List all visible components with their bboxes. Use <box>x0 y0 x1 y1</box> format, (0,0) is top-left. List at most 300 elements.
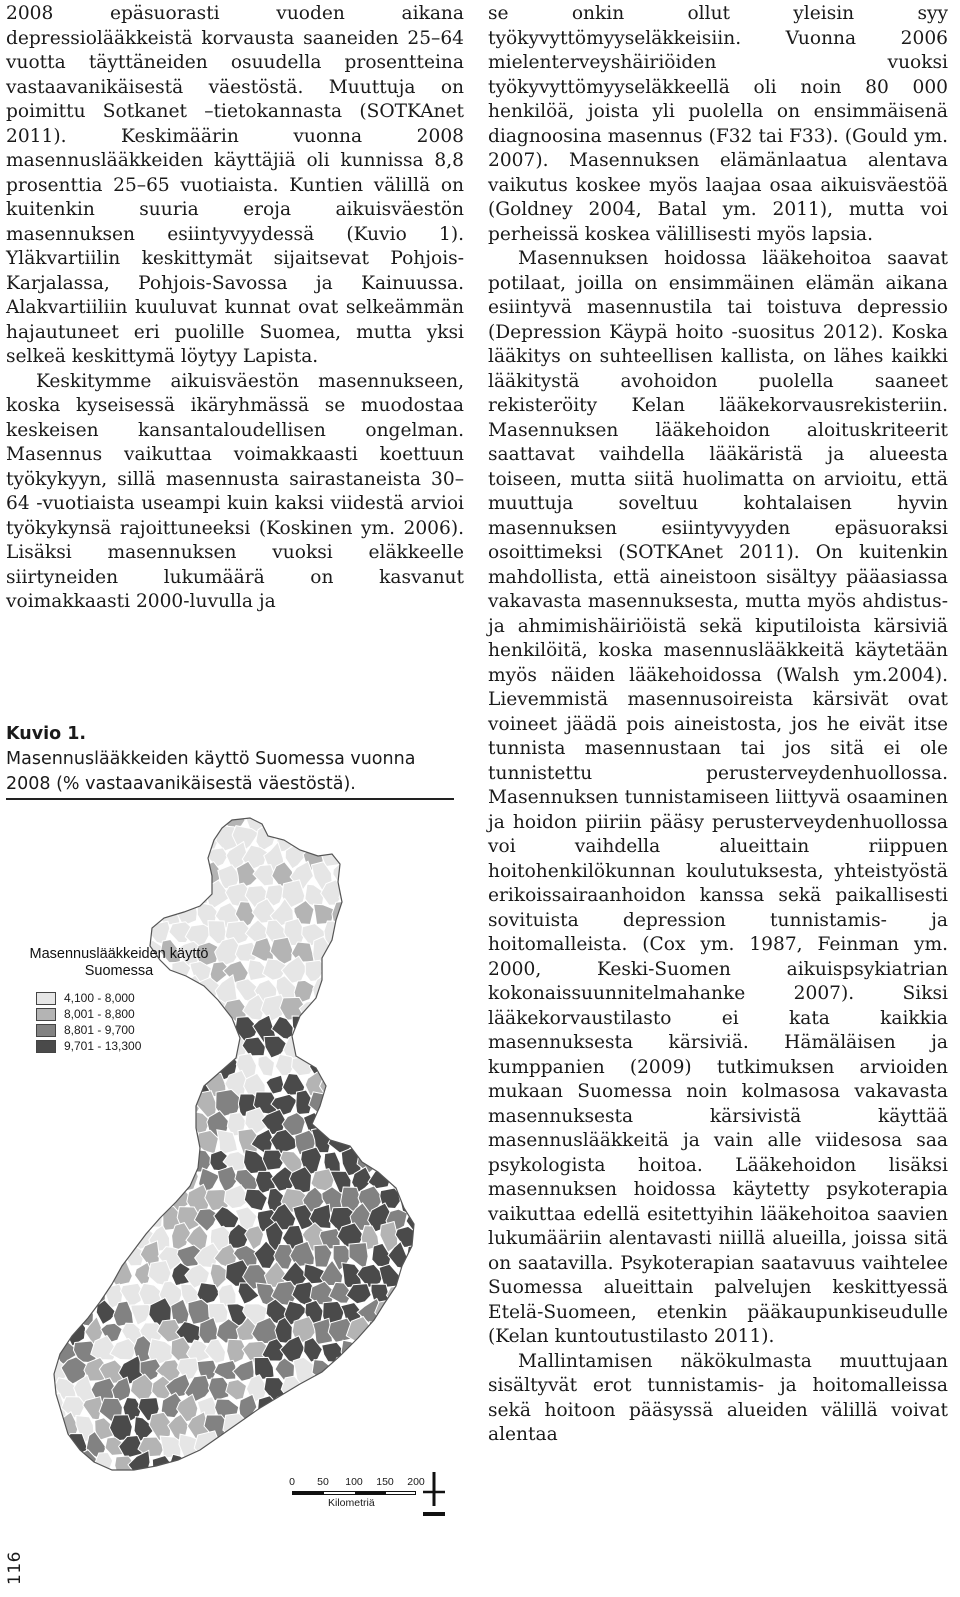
municipality-region <box>263 1414 286 1439</box>
municipality-region <box>366 823 391 851</box>
legend-label: 9,701 - 13,300 <box>64 1039 142 1053</box>
municipality-region <box>24 1470 46 1497</box>
municipality-region <box>399 1340 423 1362</box>
municipality-region <box>384 1436 411 1459</box>
municipality-region <box>416 810 436 830</box>
municipality-region <box>427 1398 447 1423</box>
municipality-region <box>47 1208 66 1232</box>
municipality-region <box>369 1322 390 1344</box>
legend-swatch <box>36 1008 56 1021</box>
municipality-region <box>414 959 439 981</box>
municipality-region <box>409 902 426 924</box>
scale-tick: 100 <box>345 1476 363 1488</box>
municipality-region <box>83 827 102 849</box>
municipality-region <box>435 1188 459 1214</box>
municipality-region <box>362 1033 381 1058</box>
scale-unit: Kilometriä <box>328 1497 375 1509</box>
municipality-region <box>446 940 468 962</box>
municipality-region <box>237 1472 256 1495</box>
municipality-region <box>417 1416 442 1440</box>
municipality-region <box>17 1341 42 1361</box>
municipality-region <box>320 810 345 831</box>
municipality-region <box>159 865 181 889</box>
municipality-region <box>84 862 103 891</box>
page-number <box>0 1540 30 1596</box>
municipality-region <box>376 882 403 904</box>
municipality-region <box>122 827 142 848</box>
municipality-region <box>434 1108 458 1135</box>
municipality-region <box>209 1450 231 1480</box>
municipality-region <box>396 1036 416 1058</box>
municipality-region <box>121 1131 145 1152</box>
legend-label: 4,100 - 8,000 <box>64 991 135 1005</box>
municipality-region <box>461 828 470 848</box>
municipality-region <box>456 1453 470 1479</box>
municipality-region <box>140 825 160 847</box>
municipality-region <box>416 1151 439 1171</box>
municipality-region <box>318 1034 342 1062</box>
body-paragraph: 2008 epäsuorasti vuoden aikana depressiolääkkeistä korvausta saaneiden 25–64 vuotta täyttäneiden osuudella prosentteina vastaavanikäisestä väestöstä. Muuttuja on poimittu Sotkanet –tietokannasta (SOTKAnet 2011). Keskimäärin vuonna 2008 masennuslääkkeiden käyttäjiä oli kunnissa 8,8 prosenttia 25–65 vuotiaista. Kuntien välillä on kuitenkin suuria eroja aikuisväestön masennuksen esiintyvyydessä (Kuvio 1). Yläkvartiilin keskittymät sijaitsevat Pohjois-Karjalassa, Pohjois-Savossa ja Kainuussa. Alakvartiiliin kuuluvat kunnat ovat selkeämmän hajautuneet eri puolille Suomea, mutta yksi selkeä keskittymä löytyy Lapista. <box>6 3 464 367</box>
municipality-region <box>58 842 79 870</box>
body-paragraph: Mallintamisen näkökulmasta muuttujaan sisältyvät erot tunnistamis- ja hoitomalleissa sekä hoitoon pääsyssä alueiden välillä voivat alentaa <box>488 1350 948 1445</box>
municipality-region <box>388 1132 408 1153</box>
municipality-region <box>239 1432 258 1456</box>
municipality-region <box>76 1186 98 1212</box>
municipality-region <box>446 1284 467 1309</box>
municipality-region <box>159 1470 184 1498</box>
municipality-region <box>407 1053 431 1076</box>
municipality-region <box>54 1223 76 1247</box>
municipality-region <box>71 1110 94 1139</box>
municipality-region <box>166 810 194 828</box>
municipality-region <box>452 1416 470 1440</box>
municipality-region <box>427 1130 449 1157</box>
municipality-region <box>217 1433 241 1457</box>
municipality-region <box>418 847 435 868</box>
legend-swatch <box>36 1024 56 1037</box>
municipality-region <box>207 1033 230 1061</box>
body-paragraph: Masennuksen hoidossa lääkehoitoa saavat potilaat, joilla on ensimmäinen elämän aikana esiintyvä masennustila tai toistuva depressio (Depression Käypä hoito -suositus 2012). Koska lääkitys on suhteellisen kallista, on lähes kaikki lääkitystä avohoidon puolella saaneet rekisteröity Kelan lääkekorvausrekisteriin. Masennuksen lääkehoidon aloituskriteerit saattavat vaihdella lääkäristä ja alueesta toiseen, mutta siitä huolimatta on arvioitu, että muuttuja soveltuu kohtalaisen hyvin masennuksen esiintyvyyden epäsuoraksi osoittimeksi (SOTKAnet 2011). On kuitenkin mahdollista, että aineistoon sisältyy pääasiassa vakavasta masennuksesta, mutta myös ahdistus- ja ahmimishäiriöistä sekä kiputiloista kärsiviä henkilöitä, koska masennuslääkkeitä käytetään myös näiden lääkehoidossa (Walsh ym.2004). Lievemmistä masennusoireista kärsivät ovat voineet jäädä pois aineistosta, jos he eivät itse tunnista masennustaan tai jos sitä ei ole tunnistettu perusterveydenhuollossa. Masennuksen tunnistamiseen liittyvä osaaminen ja hoidon piiriin pääsy perusterveydenhuollossa voi vaihdella alueittain riippuen hoitohenkilökunnan koulutuksesta, yhteistyöstä erikoissairaanhoidon kanssa sekä paikallisesti sovituista depression tunnistamis- ja hoitomalleista. (Cox ym. 1987, Feinman ym. 2000, Keski-Suomen aikuispsykiatrian kokonaissuunnitelmahanke 2007). Siksi lääkekorvaustilasto ei kata kaikkia masennuksesta kärsiviä. Hämäläisen ja kumppanien (2009) tutkimuksen arvioiden mukaan Suomessa noin kolmasosa vakavasta masennuksesta kärsivistä käyttää masennuslääkkeitä ja vain alle viidesosa saa psykologista hoitoa. Lääkehoidon lisäksi masennuksen hoidossa käytetty psykoterapia vaikuttaa edellä esitettyihin lääkehoitoa saavien lukumääriin alentavasti niillä alueilla, joissa sitä on saatavilla. Psykoterapian saatavuus vaihtelee Suomessa alueittain palvelujen keskittyessä Etelä-Suomeen, etenkin pääkaupunkiseudulle (Kelan kuntoutustilasto 2011). <box>488 248 948 1347</box>
municipality-region <box>338 1108 361 1138</box>
municipality-region <box>52 919 78 946</box>
scale-tick: 150 <box>376 1476 394 1488</box>
municipality-region <box>394 843 419 870</box>
municipality-region <box>48 1282 66 1306</box>
municipality-region <box>398 1186 422 1214</box>
municipality-region <box>92 847 115 871</box>
municipality-region <box>438 810 457 831</box>
municipality-region <box>312 1013 333 1043</box>
municipality-region <box>423 977 451 1004</box>
municipality-region <box>43 1054 70 1080</box>
municipality-region <box>148 1075 172 1097</box>
municipality-region <box>244 1454 266 1478</box>
municipality-region <box>454 810 470 832</box>
municipality-region <box>372 1394 391 1423</box>
municipality-region <box>137 864 163 889</box>
municipality-region <box>359 884 378 908</box>
municipality-region <box>368 1133 393 1155</box>
municipality-region <box>25 1397 51 1417</box>
municipality-region <box>435 881 454 904</box>
municipality-region <box>129 1148 151 1174</box>
municipality-region <box>361 848 382 867</box>
municipality-region <box>347 1435 373 1456</box>
municipality-region <box>54 810 77 831</box>
municipality-region <box>369 976 393 1000</box>
municipality-region <box>321 1414 342 1437</box>
municipality-region <box>26 1133 50 1158</box>
municipality-region <box>56 1185 75 1210</box>
municipality-region <box>437 920 460 945</box>
municipality-region <box>309 1092 336 1115</box>
municipality-region <box>442 1171 469 1191</box>
municipality-region <box>456 1073 470 1097</box>
municipality-region <box>321 957 345 981</box>
municipality-region <box>465 1052 470 1079</box>
municipality-region <box>351 1094 373 1113</box>
municipality-region <box>100 1473 123 1495</box>
municipality-region <box>178 866 201 890</box>
municipality-region <box>443 1205 468 1233</box>
municipality-region <box>332 1434 352 1457</box>
municipality-region <box>254 1437 279 1460</box>
municipality-region <box>26 1283 50 1307</box>
municipality-region <box>16 1262 42 1286</box>
north-arrow-icon <box>422 1468 446 1558</box>
municipality-region <box>19 880 38 907</box>
municipality-region <box>445 1317 469 1344</box>
municipality-region <box>61 1095 89 1117</box>
municipality-region <box>302 1033 322 1059</box>
municipality-region <box>53 1450 76 1477</box>
municipality-region <box>128 842 156 871</box>
municipality-region <box>432 1303 455 1327</box>
municipality-region <box>264 810 288 833</box>
legend-item <box>36 1006 196 1022</box>
municipality-region <box>113 1148 131 1173</box>
body-paragraph: se onkin ollut yleisin syy työkyvyttömyyseläkkeisiin. Vuonna 2006 mielenterveyshäiriöiden vuoksi työkyvyttömyyseläkkeellä oli noin 80 000 henkilöä, joista yli puolella on ensimmäisenä diagnoosina masennus (F32 tai F33). (Gould ym. 2007). Masennuksen elämänlaatua alentava vaikutus koskee myös laajaa osaa aikuisväestöä (Goldney 2004, Batal ym. 2011), mutta voi perheissä koskea välillisesti myös lapsia. <box>488 3 948 245</box>
municipality-region <box>134 1071 151 1100</box>
scale-bar <box>289 1476 425 1516</box>
municipality-region <box>396 959 418 985</box>
municipality-region <box>47 1169 66 1194</box>
municipality-region <box>266 1075 284 1094</box>
municipality-region <box>384 1052 406 1078</box>
municipality-region <box>357 1071 381 1096</box>
municipality-region <box>81 1244 105 1267</box>
municipality-region <box>436 1262 457 1289</box>
municipality-region <box>64 826 90 850</box>
municipality-region <box>465 1207 470 1233</box>
municipality-region <box>453 1300 470 1326</box>
municipality-region <box>403 1166 431 1191</box>
municipality-region <box>299 810 322 831</box>
municipality-region <box>190 810 208 830</box>
municipality-region <box>435 1225 460 1251</box>
municipality-region <box>137 1170 162 1194</box>
municipality-region <box>349 902 370 925</box>
municipality-region <box>65 1167 90 1194</box>
municipality-region <box>415 918 435 944</box>
municipality-region <box>343 999 362 1021</box>
municipality-region <box>320 1112 341 1134</box>
municipality-region <box>147 1112 176 1135</box>
municipality-region <box>58 882 75 910</box>
municipality-region <box>66 1247 84 1267</box>
municipality-region <box>133 920 152 947</box>
legend-item <box>36 1022 196 1038</box>
municipality-region <box>368 940 389 966</box>
municipality-region <box>436 957 456 986</box>
municipality-region <box>342 1415 364 1442</box>
municipality-region <box>328 1018 356 1040</box>
municipality-region <box>322 1377 344 1404</box>
scale-tick: 50 <box>317 1476 329 1488</box>
municipality-region <box>115 810 136 834</box>
municipality-region <box>36 922 61 946</box>
municipality-region <box>441 1243 468 1268</box>
municipality-region <box>283 1415 305 1438</box>
municipality-region <box>312 1360 331 1380</box>
municipality-region <box>311 1436 336 1460</box>
municipality-region <box>35 1300 61 1325</box>
municipality-region <box>346 1015 371 1043</box>
municipality-region <box>463 1359 470 1379</box>
scale-tick: 0 <box>289 1476 295 1488</box>
municipality-region <box>409 1320 429 1342</box>
municipality-region <box>26 1167 49 1195</box>
municipality-region <box>437 1070 454 1098</box>
municipality-region <box>423 824 449 847</box>
municipality-region <box>24 903 52 928</box>
municipality-region <box>444 1469 469 1498</box>
municipality-region <box>359 1340 377 1361</box>
municipality-region <box>180 1473 201 1498</box>
municipality-region <box>167 885 188 907</box>
municipality-region <box>76 810 94 830</box>
municipality-region <box>86 903 103 928</box>
municipality-region <box>367 899 389 927</box>
municipality-region <box>64 1203 89 1232</box>
municipality-region <box>37 1452 58 1480</box>
municipality-region <box>160 1436 181 1458</box>
municipality-region <box>360 1110 382 1139</box>
municipality-region <box>93 810 114 832</box>
municipality-region <box>424 864 450 888</box>
municipality-region <box>443 1393 469 1418</box>
municipality-region <box>460 1245 470 1271</box>
municipality-region <box>123 1166 141 1191</box>
municipality-region <box>330 1051 355 1081</box>
municipality-region <box>341 1340 364 1366</box>
municipality-region <box>427 1320 446 1345</box>
municipality-region <box>376 1036 402 1060</box>
municipality-region <box>404 1284 429 1309</box>
municipality-region <box>36 1224 61 1248</box>
municipality-region <box>461 942 470 961</box>
municipality-region <box>314 824 333 850</box>
municipality-region <box>101 1207 123 1230</box>
municipality-region <box>167 1075 190 1100</box>
municipality-region <box>380 920 400 948</box>
municipality-region <box>103 1167 128 1193</box>
municipality-region <box>92 1071 114 1099</box>
municipality-region <box>62 1433 88 1457</box>
municipality-region <box>433 1415 456 1439</box>
municipality-region <box>447 1130 468 1157</box>
municipality-region <box>416 1033 438 1062</box>
municipality-region <box>369 1051 391 1078</box>
municipality-region <box>454 920 470 947</box>
municipality-region <box>350 1398 375 1421</box>
municipality-region <box>64 1471 85 1497</box>
municipality-region <box>133 881 154 906</box>
municipality-region <box>83 1056 105 1076</box>
municipality-region <box>424 1432 446 1458</box>
municipality-region <box>121 1053 143 1079</box>
municipality-region <box>343 1070 360 1095</box>
municipality-region <box>124 866 143 885</box>
municipality-region <box>347 862 374 886</box>
municipality-region <box>62 1128 89 1154</box>
municipality-region <box>153 810 172 833</box>
municipality-region <box>340 810 362 833</box>
municipality-region <box>453 886 470 908</box>
municipality-region <box>277 1436 294 1459</box>
municipality-region <box>422 1283 447 1305</box>
municipality-region <box>46 1094 66 1120</box>
municipality-region <box>99 1089 122 1119</box>
municipality-region <box>65 1056 85 1075</box>
municipality-region <box>293 1433 316 1460</box>
municipality-region <box>103 1127 122 1154</box>
municipality-region <box>74 883 93 905</box>
municipality-region <box>169 1113 192 1135</box>
municipality-region <box>462 1095 470 1116</box>
municipality-region <box>74 1074 94 1097</box>
municipality-region <box>399 1451 420 1474</box>
municipality-region <box>134 810 152 830</box>
municipality-region <box>17 1413 38 1438</box>
municipality-region <box>168 1149 194 1174</box>
municipality-region <box>461 1323 470 1344</box>
municipality-region <box>340 1378 362 1398</box>
municipality-region <box>415 1073 435 1101</box>
municipality-region <box>18 1451 38 1480</box>
municipality-region <box>413 1338 439 1362</box>
municipality-region <box>436 996 455 1025</box>
municipality-region <box>376 1074 399 1095</box>
municipality-region <box>305 960 326 981</box>
municipality-region <box>357 810 378 831</box>
municipality-region <box>404 1357 429 1383</box>
municipality-region <box>455 1114 470 1138</box>
municipality-region <box>368 863 389 890</box>
municipality-region <box>461 864 470 890</box>
municipality-region <box>385 978 408 1000</box>
municipality-region <box>35 884 60 906</box>
municipality-region <box>33 1072 61 1094</box>
municipality-region <box>35 1184 55 1211</box>
municipality-region <box>328 1094 355 1114</box>
municipality-region <box>445 1091 466 1114</box>
municipality-region <box>408 975 430 1000</box>
municipality-region <box>461 1129 470 1154</box>
municipality-region <box>15 843 43 868</box>
municipality-region <box>168 1454 188 1480</box>
municipality-region <box>200 1472 220 1498</box>
municipality-region <box>370 1094 387 1114</box>
municipality-region <box>423 942 450 961</box>
municipality-region <box>436 1340 459 1364</box>
municipality-region <box>417 1225 435 1252</box>
municipality-region <box>399 1151 416 1174</box>
municipality-region <box>189 846 208 871</box>
municipality-region <box>408 1131 426 1155</box>
municipality-region <box>375 1000 401 1020</box>
municipality-region <box>29 1432 51 1458</box>
map-legend <box>36 990 196 1054</box>
municipality-region <box>416 885 437 910</box>
municipality-region <box>370 1434 392 1458</box>
municipality-region <box>394 1301 421 1326</box>
municipality-region <box>388 1398 408 1420</box>
municipality-region <box>452 1148 470 1170</box>
municipality-region <box>92 1109 114 1136</box>
municipality-region <box>161 1051 181 1080</box>
municipality-region <box>74 844 99 868</box>
municipality-region <box>82 1094 104 1115</box>
municipality-region <box>406 867 431 891</box>
municipality-region <box>35 1149 58 1174</box>
municipality-region <box>413 1187 437 1211</box>
municipality-region <box>390 1092 412 1118</box>
municipality-region <box>57 1109 76 1132</box>
municipality-region <box>348 940 368 965</box>
body-paragraph: Keskitymme aikuisväestön masennukseen, koska kyseisessä ikäryhmässä se muodostaa keskeisen kansantaloudellisen ongelman. Masennus vaikuttaa voimakkaasti koettuun työkykyyn, sillä masennusta sairastaneista 30–64 -vuotiaista useampi kuin kaksi viidestä arvioi työkykynsä rajoittuneeksi (Koskinen ym. 2006). Lisäksi masennuksen vuoksi eläkkeelle siirtyneiden lukumäärä on kasvanut voimakkaasti 2000-luvulla ja <box>6 370 464 612</box>
municipality-region <box>282 810 307 832</box>
municipality-region <box>180 829 203 853</box>
municipality-region <box>131 1113 155 1136</box>
municipality-region <box>427 904 446 924</box>
municipality-region <box>416 1301 439 1325</box>
figure-caption-text: Masennuslääkkeiden käyttö Suomessa vuonna 2008 (% vastaavanikäisestä väestöstä). <box>6 749 416 794</box>
municipality-region <box>131 1189 153 1214</box>
municipality-region <box>105 1055 124 1076</box>
municipality-region <box>322 1342 344 1362</box>
right-text-column <box>488 2 948 1448</box>
municipality-region <box>24 824 49 850</box>
municipality-region <box>416 1263 437 1284</box>
legend-swatch <box>36 992 56 1005</box>
municipality-region <box>262 1453 284 1474</box>
municipality-region <box>29 1092 46 1117</box>
municipality-region <box>400 1416 418 1439</box>
municipality-region <box>357 924 379 946</box>
municipality-region <box>92 1150 118 1174</box>
municipality-region <box>432 842 458 873</box>
municipality-region <box>52 1264 75 1290</box>
municipality-region <box>54 1147 73 1174</box>
legend-title: Masennuslääkkeiden käyttö Suomessa <box>29 946 209 979</box>
municipality-region <box>340 924 359 947</box>
municipality-region <box>339 880 361 908</box>
municipality-region <box>436 1146 458 1175</box>
municipality-region <box>91 883 114 909</box>
municipality-region <box>328 823 354 849</box>
legend-item <box>36 990 196 1006</box>
